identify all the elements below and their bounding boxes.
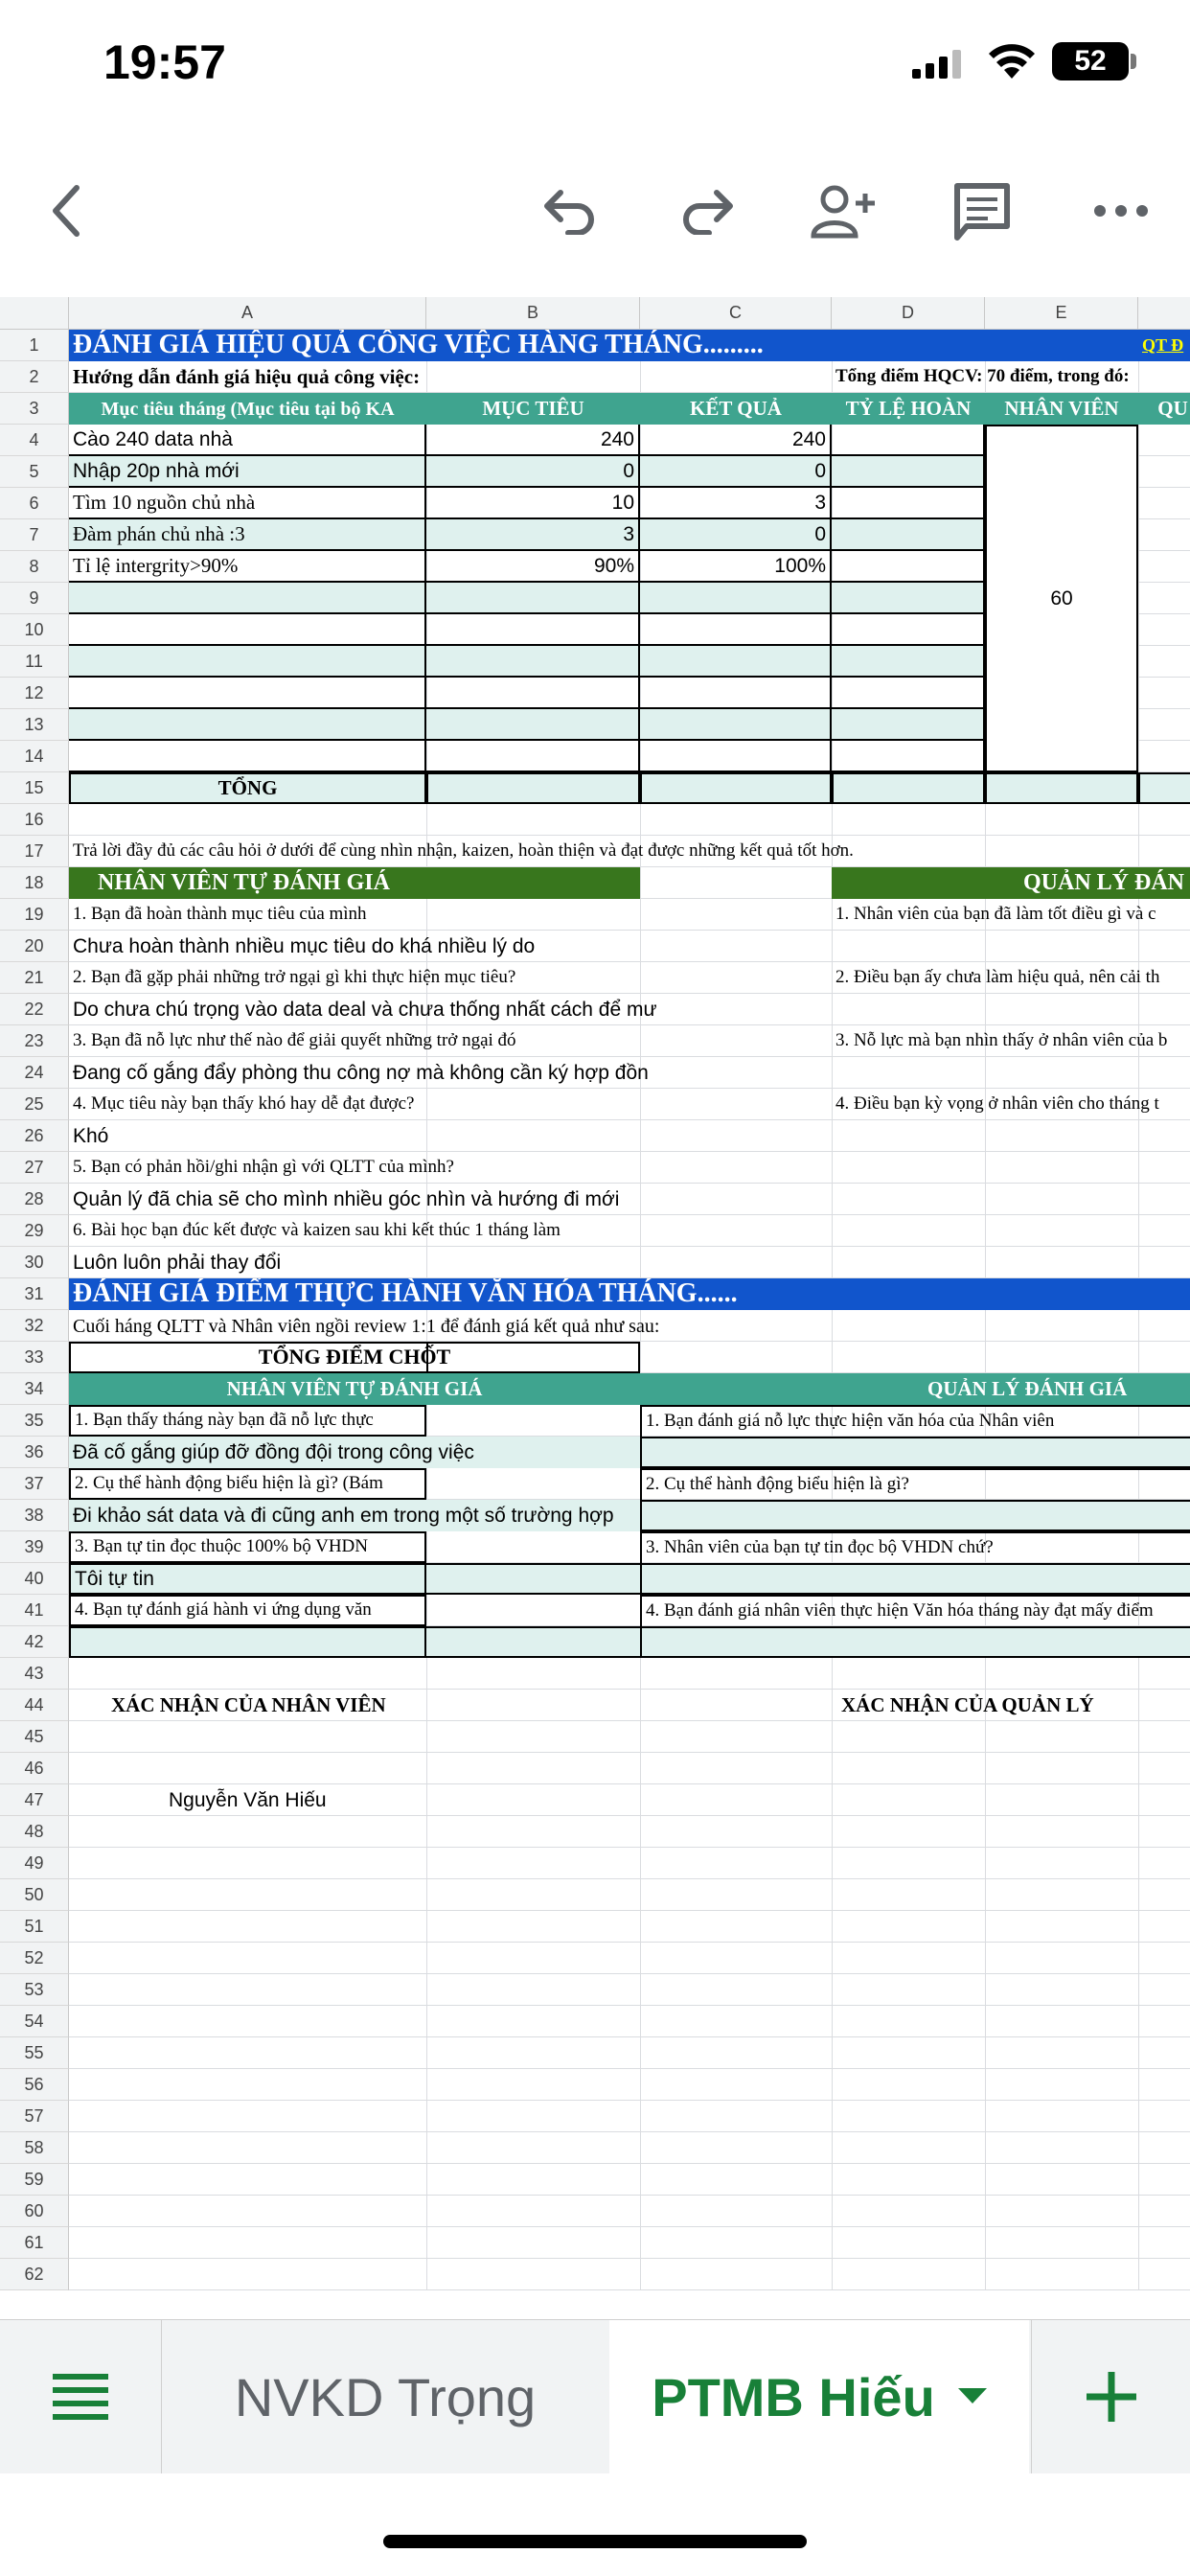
home-indicator — [383, 2535, 807, 2548]
final-score-label[interactable]: TỔNG ĐIỂM CHỐT — [69, 1342, 640, 1373]
culture-manager-answer-1[interactable] — [640, 1437, 1190, 1468]
answer-4[interactable]: Khó — [73, 1124, 109, 1147]
row-header[interactable]: 8 — [0, 551, 69, 583]
grid-line-h — [69, 2036, 1190, 2037]
undo-icon[interactable] — [532, 172, 608, 249]
total-score-label[interactable]: Tổng điểm HQCV: 70 điểm, trong đó: — [835, 366, 1130, 387]
row-header[interactable]: 26 — [0, 1120, 69, 1152]
goal-target[interactable] — [426, 614, 640, 646]
goal-name[interactable] — [69, 709, 426, 741]
row-header[interactable]: 53 — [0, 1974, 69, 2006]
column-header-f[interactable] — [1138, 297, 1190, 330]
manager-assessment-header[interactable]: QUẢN LÝ ĐÁN — [832, 867, 1190, 899]
row-header[interactable]: 60 — [0, 2196, 69, 2227]
toolbar — [0, 144, 1190, 278]
goal-result[interactable]: 0 — [640, 456, 832, 488]
goal-completion[interactable] — [832, 678, 985, 709]
culture-self-header[interactable]: NHÂN VIÊN TỰ ĐÁNH GIÁ — [69, 1373, 640, 1405]
goal-completion[interactable] — [832, 551, 985, 583]
header-target[interactable]: MỤC TIÊU — [426, 393, 640, 425]
row-header[interactable]: 62 — [0, 2259, 69, 2290]
row-header[interactable]: 56 — [0, 2069, 69, 2101]
grid-line-h — [69, 1878, 1190, 1879]
question-1[interactable]: 1. Bạn đã hoàn thành mục tiêu của mình — [73, 904, 367, 925]
battery-icon: 52 — [1052, 42, 1129, 80]
row-header[interactable]: 27 — [0, 1152, 69, 1184]
row-header[interactable]: 20 — [0, 931, 69, 962]
grid-line-h — [69, 1910, 1190, 1911]
goal-name[interactable] — [69, 741, 426, 772]
grid-line-h — [69, 2005, 1190, 2006]
answer-3[interactable]: Đang cố gắng đẩy phòng thu công nợ mà không cần ký hợp đồn — [73, 1061, 649, 1084]
question-4[interactable]: 4. Mục tiêu này bạn thấy khó hay dễ đạt được? — [73, 1093, 415, 1115]
row-header[interactable]: 7 — [0, 519, 69, 551]
add-sheet-button[interactable] — [1031, 2320, 1190, 2473]
grid-line-h — [69, 1973, 1190, 1974]
row-header[interactable]: 30 — [0, 1247, 69, 1278]
spreadsheet-grid[interactable] — [0, 297, 1190, 2319]
goal-target[interactable] — [426, 583, 640, 614]
row-header[interactable]: 39 — [0, 1531, 69, 1563]
row-header[interactable]: 28 — [0, 1184, 69, 1215]
row-header[interactable]: 61 — [0, 2227, 69, 2259]
row-header[interactable]: 47 — [0, 1784, 69, 1816]
row-header[interactable]: 42 — [0, 1626, 69, 1658]
culture-manager-answer-4[interactable] — [640, 1626, 1190, 1658]
row-header[interactable]: 1 — [0, 330, 69, 361]
goal-result[interactable]: 240 — [640, 425, 832, 456]
grid-line-h — [69, 2258, 1190, 2259]
row-header[interactable]: 21 — [0, 962, 69, 994]
culture-manager-header[interactable]: QUẢN LÝ ĐÁNH GIÁ — [640, 1373, 1190, 1405]
header-manager[interactable]: QU — [1138, 393, 1190, 425]
culture-manager-question-4[interactable]: 4. Bạn đánh giá nhân viên thực hiện Văn hóa tháng này đạt mấy điểm — [640, 1595, 1190, 1626]
culture-question-3[interactable]: 3. Bạn tự tin đọc thuộc 100% bộ VHDN — [69, 1531, 426, 1563]
row-header[interactable]: 3 — [0, 393, 69, 425]
row-header[interactable]: 23 — [0, 1025, 69, 1057]
goal-name[interactable] — [69, 646, 426, 678]
tab-ptmb-hieu[interactable] — [609, 2320, 1029, 2473]
culture-answer-4[interactable] — [69, 1626, 426, 1658]
row-header[interactable]: 45 — [0, 1721, 69, 1753]
answer-6[interactable]: Luôn luôn phải thay đổi — [73, 1251, 282, 1274]
goal-result[interactable]: 0 — [640, 519, 832, 551]
row-header[interactable]: 38 — [0, 1500, 69, 1531]
goal-name[interactable]: Cào 240 data nhà — [69, 425, 426, 456]
redo-icon[interactable] — [669, 172, 745, 249]
row-header[interactable]: 2 — [0, 361, 69, 393]
goal-name[interactable] — [69, 614, 426, 646]
row-header[interactable]: 9 — [0, 583, 69, 614]
more-icon[interactable] — [1083, 172, 1159, 249]
row-header[interactable]: 46 — [0, 1753, 69, 1784]
row-header[interactable]: 12 — [0, 678, 69, 709]
wifi-icon — [987, 42, 1037, 80]
row-header[interactable]: 11 — [0, 646, 69, 678]
total-result[interactable] — [640, 772, 832, 804]
sheet-title[interactable]: ĐÁNH GIÁ HIỆU QUẢ CÔNG VIỆC HÀNG THÁNG......... — [69, 330, 1138, 361]
goal-result[interactable] — [640, 614, 832, 646]
row-header[interactable]: 50 — [0, 1879, 69, 1911]
row-header[interactable]: 22 — [0, 994, 69, 1025]
sheet-tab-bar — [0, 2319, 1190, 2473]
add-icon — [1085, 2370, 1138, 2424]
column-header-b[interactable]: B — [426, 297, 640, 330]
goal-name[interactable]: Tìm 10 nguồn chủ nhà — [69, 488, 426, 519]
question-3[interactable]: 3. Bạn đã nỗ lực như thế nào để giải quyết những trở ngại đó — [73, 1030, 516, 1051]
grid-line-h — [69, 2068, 1190, 2069]
row-header[interactable]: 41 — [0, 1595, 69, 1626]
column-header-e[interactable]: E — [985, 297, 1138, 330]
column-header-a[interactable]: A — [69, 297, 426, 330]
row-header[interactable]: 40 — [0, 1563, 69, 1595]
row-header[interactable]: 49 — [0, 1848, 69, 1879]
manager-question-3[interactable]: 3. Nỗ lực mà bạn nhìn thấy ở nhân viên của b — [835, 1030, 1168, 1051]
answer-5[interactable]: Quản lý đã chia sẽ cho mình nhiều góc nhìn và hướng đi mới — [73, 1187, 620, 1210]
culture-manager-answer-2[interactable] — [640, 1500, 1190, 1531]
row-header[interactable]: 51 — [0, 1911, 69, 1943]
total-manager[interactable] — [1138, 772, 1190, 804]
goal-target[interactable]: 90% — [426, 551, 640, 583]
total-label[interactable]: TỔNG — [69, 772, 426, 804]
goal-completion[interactable] — [832, 583, 985, 614]
goal-completion[interactable] — [832, 519, 985, 551]
row-header[interactable]: 55 — [0, 2037, 69, 2069]
row-header[interactable]: 37 — [0, 1468, 69, 1500]
goal-name[interactable]: Đàm phán chủ nhà :3 — [69, 519, 426, 551]
status-time: 19:57 — [103, 35, 226, 89]
culture-answer-2[interactable]: Đi khảo sát data và đi cũng anh em trong một số trường hợp — [69, 1500, 640, 1531]
goal-result[interactable]: 100% — [640, 551, 832, 583]
goal-target[interactable]: 0 — [426, 456, 640, 488]
culture-manager-question-2[interactable]: 2. Cụ thể hành động biểu hiện là gì? — [640, 1468, 1190, 1500]
battery-tip — [1131, 54, 1136, 69]
header-employee[interactable]: NHÂN VIÊN — [985, 393, 1138, 425]
goal-target[interactable] — [426, 741, 640, 772]
goal-target[interactable]: 10 — [426, 488, 640, 519]
goal-target[interactable]: 240 — [426, 425, 640, 456]
goal-name[interactable]: Nhập 20p nhà mới — [69, 456, 426, 488]
employee-score[interactable]: 60 — [985, 425, 1138, 772]
comment-icon[interactable] — [944, 172, 1020, 249]
culture-question-1[interactable]: 1. Bạn thấy tháng này bạn đã nỗ lực thực — [69, 1405, 426, 1437]
row-header[interactable]: 54 — [0, 2006, 69, 2037]
row-header[interactable]: 10 — [0, 614, 69, 646]
goal-name[interactable] — [69, 678, 426, 709]
culture-section-title[interactable]: ĐÁNH GIÁ ĐIỂM THỰC HÀNH VĂN HÓA THÁNG...... — [69, 1278, 1190, 1310]
menu-icon — [53, 2374, 108, 2420]
row-header[interactable]: 48 — [0, 1816, 69, 1848]
row-header[interactable]: 24 — [0, 1057, 69, 1089]
add-person-icon[interactable] — [805, 172, 881, 249]
grid-line-h — [69, 2289, 1190, 2290]
goal-target[interactable]: 3 — [426, 519, 640, 551]
select-all-corner[interactable] — [0, 297, 69, 330]
back-arrow-icon[interactable] — [29, 172, 105, 249]
grid-line-h — [69, 2163, 1190, 2164]
goal-completion[interactable] — [832, 741, 985, 772]
grid-line-h — [69, 2226, 1190, 2227]
culture-answer-3[interactable]: Tôi tự tin — [69, 1563, 426, 1595]
culture-manager-answer-3[interactable] — [640, 1563, 1190, 1595]
grid-line-h — [69, 2100, 1190, 2101]
row-header[interactable]: 57 — [0, 2101, 69, 2132]
row-header[interactable]: 29 — [0, 1215, 69, 1247]
question-6[interactable]: 6. Bài học bạn đúc kết được và kaizen sau khi kết thúc 1 tháng làm — [73, 1220, 561, 1241]
row-header[interactable]: 59 — [0, 2164, 69, 2196]
final-score-value[interactable] — [426, 1342, 640, 1373]
answer-1[interactable]: Chưa hoàn thành nhiều mục tiêu do khá nhiều lý do — [73, 934, 536, 957]
row-header[interactable]: 58 — [0, 2132, 69, 2164]
goal-result[interactable] — [640, 646, 832, 678]
row-header[interactable]: 44 — [0, 1690, 69, 1721]
culture-answer-1[interactable]: Đã cố gắng giúp đỡ đồng đội trong công việc — [69, 1437, 640, 1468]
question-2[interactable]: 2. Bạn đã gặp phải những trở ngại gì khi thực hiện mục tiêu? — [73, 967, 516, 988]
goal-result[interactable] — [640, 678, 832, 709]
column-header-c[interactable]: C — [640, 297, 832, 330]
goal-target[interactable] — [426, 709, 640, 741]
employee-confirmation[interactable]: XÁC NHẬN CỦA NHÂN VIÊN — [111, 1692, 386, 1716]
goal-completion[interactable] — [832, 709, 985, 741]
question-5[interactable]: 5. Bạn có phản hồi/ghi nhận gì với QLTT của mình? — [73, 1157, 454, 1178]
guide-label[interactable]: Hướng dẫn đánh giá hiệu quả công việc: — [73, 364, 421, 388]
header-result[interactable]: KẾT QUẢ — [640, 393, 832, 425]
goal-completion[interactable] — [832, 488, 985, 519]
culture-note[interactable]: Cuối háng QLTT và Nhân viên ngồi review 1:1 để đánh giá kết quả như sau: — [73, 1315, 660, 1337]
tab-ptmb-hieu-label: PTMB Hiếu — [652, 2366, 935, 2427]
culture-manager-question-1[interactable]: 1. Bạn đánh giá nỗ lực thực hiện văn hóa của Nhân viên — [640, 1405, 1190, 1437]
row-header[interactable]: 4 — [0, 425, 69, 456]
goal-result[interactable]: 3 — [640, 488, 832, 519]
total-target[interactable] — [426, 772, 640, 804]
cell-f1[interactable]: QT Đ — [1138, 330, 1190, 361]
culture-question-4[interactable]: 4. Bạn tự đánh giá hành vi ứng dụng văn — [69, 1595, 426, 1626]
row-header[interactable]: 36 — [0, 1437, 69, 1468]
header-completion-rate[interactable]: TỶ LỆ HOÀN — [832, 393, 985, 425]
row-header[interactable]: 5 — [0, 456, 69, 488]
chevron-down-icon[interactable] — [958, 2388, 987, 2405]
status-bar — [0, 0, 1190, 125]
grid-line-h — [69, 1752, 1190, 1753]
row-header[interactable]: 16 — [0, 804, 69, 836]
tab-nvkd-trong[interactable]: NVKD Trọng — [234, 2366, 537, 2427]
goal-completion[interactable] — [832, 646, 985, 678]
goal-target[interactable] — [426, 678, 640, 709]
goal-completion[interactable] — [832, 425, 985, 456]
sheet-menu-button[interactable] — [0, 2320, 162, 2473]
goal-target[interactable] — [426, 646, 640, 678]
culture-score-4[interactable] — [426, 1626, 640, 1658]
total-employee[interactable] — [985, 772, 1138, 804]
self-assessment-header[interactable]: NHÂN VIÊN TỰ ĐÁNH GIÁ — [69, 867, 640, 899]
row-header[interactable]: 15 — [0, 772, 69, 804]
signal-icon — [912, 50, 966, 79]
column-header-d[interactable]: D — [832, 297, 985, 330]
row-header[interactable]: 52 — [0, 1943, 69, 1974]
row-header[interactable]: 25 — [0, 1089, 69, 1120]
total-completion[interactable] — [832, 772, 985, 804]
goal-completion[interactable] — [832, 614, 985, 646]
row-header[interactable]: 34 — [0, 1373, 69, 1405]
goal-result[interactable] — [640, 709, 832, 741]
manager-confirmation[interactable]: XÁC NHẬN CỦA QUẢN LÝ — [841, 1692, 1094, 1716]
row-header[interactable]: 31 — [0, 1278, 69, 1310]
grid-line-h — [69, 2195, 1190, 2196]
manager-question-4[interactable]: 4. Điều bạn kỳ vọng ở nhân viên cho tháng t — [835, 1093, 1159, 1115]
culture-question-2[interactable]: 2. Cụ thể hành động biểu hiện là gì? (Bám — [69, 1468, 426, 1500]
goal-name[interactable] — [69, 583, 426, 614]
row-header[interactable]: 17 — [0, 836, 69, 867]
row-header[interactable]: 6 — [0, 488, 69, 519]
instruction-note[interactable]: Trả lời đầy đủ các câu hỏi ở dưới để cùng nhìn nhận, kaizen, hoàn thiện và đạt được những kết quả tốt hơn. — [73, 840, 854, 862]
culture-score-3[interactable] — [426, 1563, 640, 1595]
goal-result[interactable] — [640, 583, 832, 614]
manager-question-2[interactable]: 2. Điều bạn ấy chưa làm hiệu quả, nên cải th — [835, 967, 1160, 988]
goal-result[interactable] — [640, 741, 832, 772]
row-header[interactable]: 14 — [0, 741, 69, 772]
culture-manager-question-3[interactable]: 3. Nhân viên của bạn tự tin đọc bộ VHDN chứ? — [640, 1531, 1190, 1563]
header-goal[interactable]: Mục tiêu tháng (Mục tiêu tại bộ KA — [69, 393, 426, 425]
goal-completion[interactable] — [832, 456, 985, 488]
manager-question-1[interactable]: 1. Nhân viên của bạn đã làm tốt điều gì và c — [835, 904, 1156, 925]
row-header[interactable]: 35 — [0, 1405, 69, 1437]
row-header[interactable]: 33 — [0, 1342, 69, 1373]
row-header[interactable]: 13 — [0, 709, 69, 741]
row-header[interactable]: 32 — [0, 1310, 69, 1342]
goal-name[interactable]: Tỉ lệ intergrity>90% — [69, 551, 426, 583]
grid-line-h — [69, 1942, 1190, 1943]
answer-2[interactable]: Do chưa chú trọng vào data deal và chưa thống nhất cách để mư — [73, 998, 657, 1021]
row-header[interactable]: 43 — [0, 1658, 69, 1690]
row-header[interactable]: 18 — [0, 867, 69, 899]
grid-line-h — [69, 1847, 1190, 1848]
row-header[interactable]: 19 — [0, 899, 69, 931]
grid-line-h — [69, 2131, 1190, 2132]
employee-name[interactable]: Nguyễn Văn Hiếu — [169, 1788, 327, 1811]
